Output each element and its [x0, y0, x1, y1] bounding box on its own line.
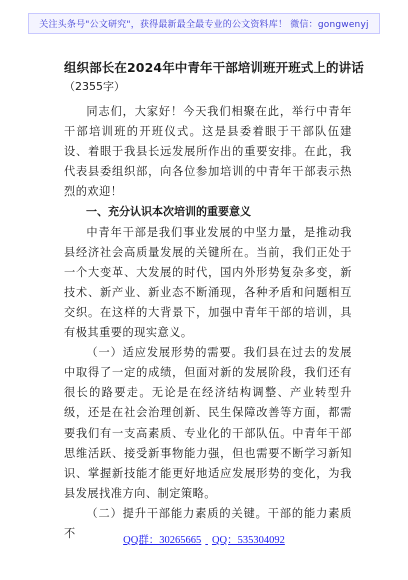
footer-contacts: [0, 532, 408, 547]
word-count: （2355字）: [64, 80, 125, 93]
paragraph-point-2: （二）提升干部能力素质的关键。干部的能力素质不: [64, 506, 352, 540]
section-heading: 一、充分认识本次培训的重要意义: [86, 205, 251, 219]
paragraph-greeting: 同志们，大家好！今天我们相聚在此，举行中青年干部培训班的开班仪式。这是县委着眼于干部队伍建设、着眼于我县长远发展所作出的重要安排。在此，我代表县委组织部，向各位参加培训的中青年干部表示热烈的欢迎！: [64, 105, 352, 199]
document-page: [64, 60, 364, 544]
top-banner: [0, 0, 408, 46]
footer-qq-group[interactable]: QQ群：30265665: [123, 535, 202, 546]
footer-qq[interactable]: QQ：535304092: [211, 535, 285, 546]
paragraph-point-1: （一）适应发展形势的需要。我们县在过去的发展中取得了一定的成绩，但面对新的发展阶段，我们还有很长的路要走。无论是在经济结构调整、产业转型升级，还是在社会治理创新、民生保障改善等方面，都需要我们有一支高素质、专业化的干部队伍。中青年干部思维活跃、接受新事物能力强，但也需要不断学习新知识、掌握新技能才能更好地适应发展形势的变化，为我县发展找准方向、制定策略。: [64, 346, 352, 500]
paragraph-significance: 中青年干部是我们事业发展的中坚力量，是推动我县经济社会高质量发展的关键所在。当前，我们正处于一个大变革、大发展的时代，国内外形势复杂多变，新技术、新产业、新业态不断涌现，各种矛盾和问题相互交织。在这样的大背景下，加强中青年干部的培训，具有极其重要的现实意义。: [64, 225, 352, 340]
document-title: 组织部长在2024年中青年干部培训班开班式上的讲话: [64, 60, 364, 75]
promo-banner-text: 关注头条号"公文研究"，获得最新最全最专业的公文资料库！ 微信：gongwenyj: [28, 13, 379, 34]
